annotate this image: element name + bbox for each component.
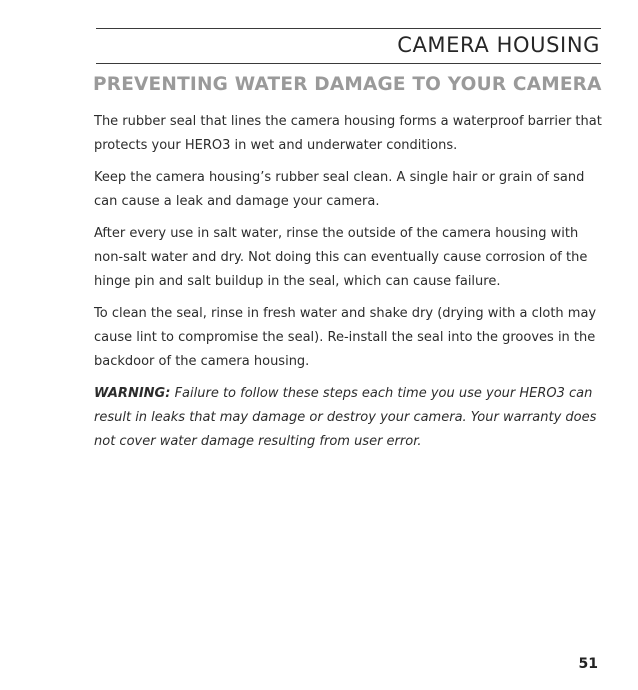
paragraph: Keep the camera housing’s rubber seal clean. A single hair or grain of sand can cause a leak and damage your camera.	[94, 170, 585, 209]
paragraph: The rubber seal that lines the camera housing forms a waterproof barrier that protects your HERO3 in wet and underwater conditions.	[94, 114, 602, 153]
paragraph: After every use in salt water, rinse the outside of the camera housing with non-salt water and dry. Not doing this can eventually cause corrosion of the hinge pin and salt buildup in the seal, which can cause failure.	[94, 226, 588, 289]
paragraph: To clean the seal, rinse in fresh water and shake dry (drying with a cloth may cause lint to compromise the seal). Re-install the seal into the grooves in the backdoor of the camera housing.	[94, 306, 597, 369]
page-heading: PREVENTING WATER DAMAGE TO YOUR CAMERA	[93, 74, 602, 95]
body-text	[94, 110, 604, 454]
warning-note	[94, 382, 604, 454]
page-number: 51	[578, 656, 598, 672]
section-title-underline	[96, 63, 601, 64]
warning-text: Failure to follow these steps each time you use your HERO3 can result in leaks that may damage or destroy your camera. Your warranty does not cover water damage resulting from user error.	[94, 386, 597, 449]
header-rule	[96, 28, 601, 29]
warning-label: WARNING:	[94, 386, 171, 401]
section-title: CAMERA HOUSING	[397, 33, 600, 57]
